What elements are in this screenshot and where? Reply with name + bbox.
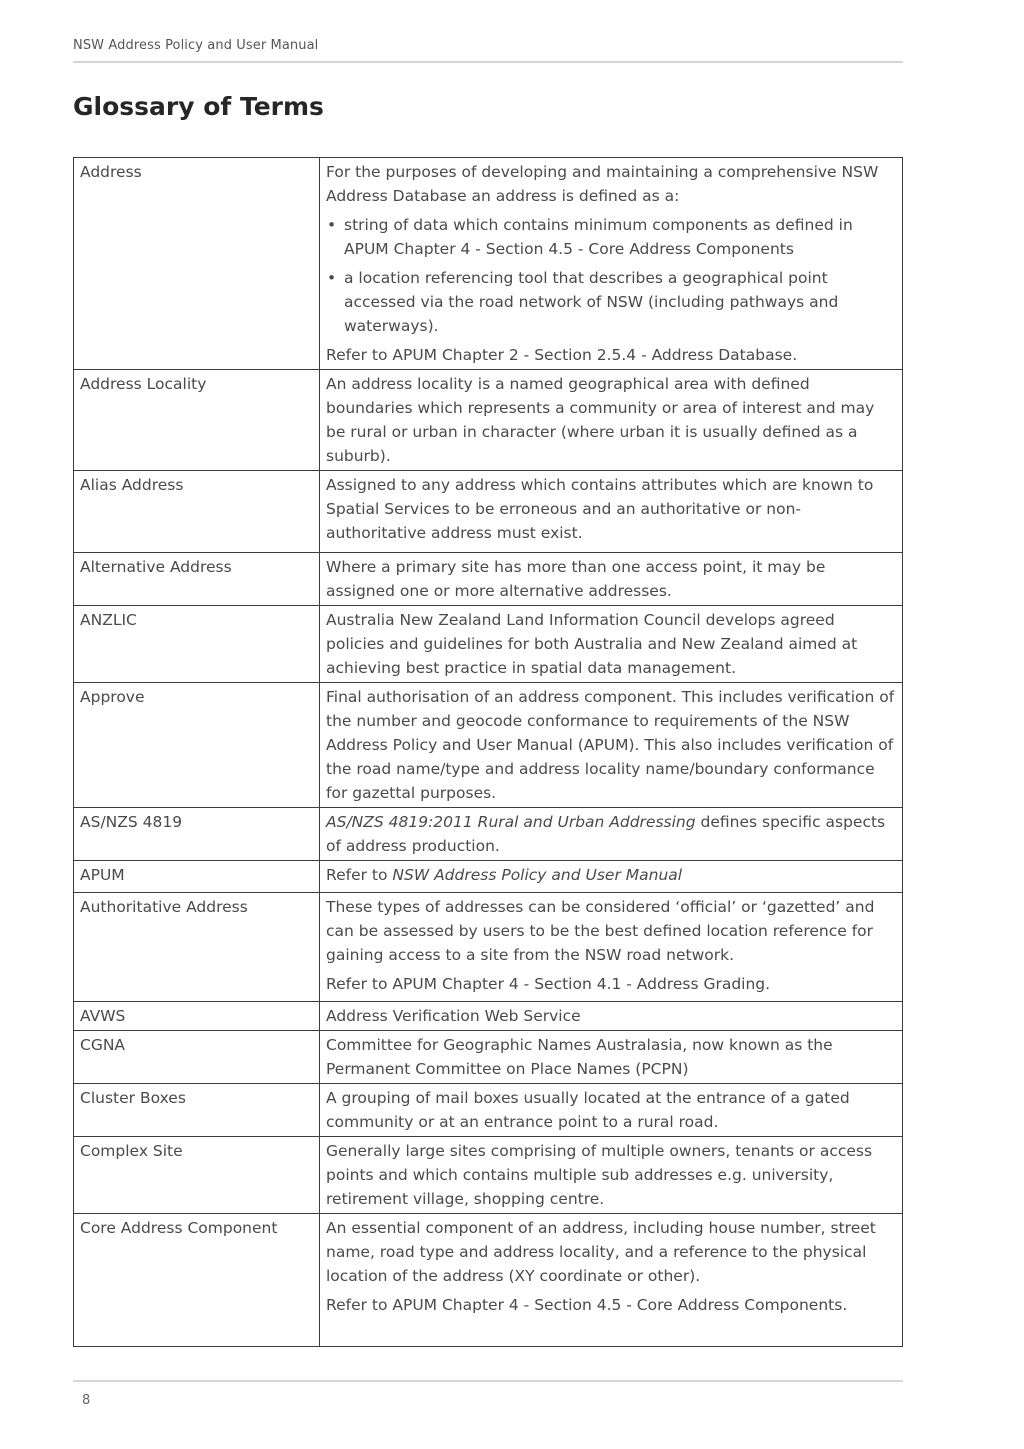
table-row (74, 370, 903, 471)
reference-text: Refer to APUM Chapter 2 - Section 2.5.4 - Address Database. (326, 346, 798, 364)
glossary-term: ANZLIC (74, 606, 320, 683)
glossary-definition: Where a primary site has more than one access point, it may be assigned one or more alternative addresses. (320, 553, 903, 606)
glossary-definition: Final authorisation of an address component. This includes verification of the number and geocode conformance to requirements of the NSW Address Policy and User Manual (APUM). This also includes verification of the road name/type and address locality name/boundary conformance for gazettal purposes. (320, 683, 903, 808)
glossary-term: Authoritative Address (74, 893, 320, 1002)
reference-text: Refer to APUM Chapter 4 - Section 4.1 - Address Grading. (326, 975, 771, 993)
definition-text: For the purposes of developing and maintaining a comprehensive NSW Address Database an address is defined as a: (326, 163, 879, 205)
glossary-definition (320, 808, 903, 861)
table-row (74, 683, 903, 808)
glossary-table (73, 157, 903, 1347)
footer-divider (73, 1380, 903, 1382)
table-row (74, 893, 903, 1002)
document-title: NSW Address Policy and User Manual (392, 866, 683, 884)
header-divider (73, 61, 903, 63)
table-row (74, 158, 903, 370)
table-row (74, 1084, 903, 1137)
glossary-definition: Address Verification Web Service (320, 1002, 903, 1031)
table-row (74, 1031, 903, 1084)
standard-title: AS/NZS 4819:2011 Rural and Urban Addressing (326, 813, 696, 831)
glossary-term: Address (74, 158, 320, 370)
definition-text: An essential component of an address, including house number, street name, road type and address locality, and a reference to the physical location of the address (XY coordinate or other). (326, 1219, 876, 1285)
table-row (74, 808, 903, 861)
glossary-term: APUM (74, 861, 320, 893)
table-row (74, 1002, 903, 1031)
glossary-term: Cluster Boxes (74, 1084, 320, 1137)
glossary-term: Complex Site (74, 1137, 320, 1214)
glossary-term: Core Address Component (74, 1214, 320, 1347)
page-title: Glossary of Terms (73, 92, 324, 121)
glossary-definition: A grouping of mail boxes usually located at the entrance of a gated community or at an entrance point to a rural road. (320, 1084, 903, 1137)
table-row (74, 1214, 903, 1347)
table-row (74, 861, 903, 893)
list-item: • a location referencing tool that describes a geographical point accessed via the road network of NSW (including pathways and waterways). (326, 266, 896, 338)
glossary-term: CGNA (74, 1031, 320, 1084)
glossary-definition (320, 893, 903, 1002)
bullet-list (326, 213, 896, 338)
glossary-term: Alias Address (74, 471, 320, 553)
glossary-definition (320, 1214, 903, 1347)
definition-text: defines specific aspects of address production. (326, 813, 886, 855)
table-row (74, 471, 903, 553)
glossary-term: AS/NZS 4819 (74, 808, 320, 861)
glossary-term: Address Locality (74, 370, 320, 471)
page-number: 8 (82, 1393, 91, 1408)
definition-text: These types of addresses can be considered ‘official’ or ‘gazetted’ and can be assessed by users to be the best defined location reference for gaining access to a site from the NSW road network. (326, 898, 875, 964)
glossary-definition (320, 861, 903, 893)
table-row (74, 553, 903, 606)
glossary-definition: Australia New Zealand Land Information Council develops agreed policies and guidelines for both Australia and New Zealand aimed at achieving best practice in spatial data management. (320, 606, 903, 683)
glossary-definition: An address locality is a named geographical area with defined boundaries which represents a community or area of interest and may be rural or urban in character (where urban it is usually defined as a suburb). (320, 370, 903, 471)
glossary-definition (320, 158, 903, 370)
glossary-term: Approve (74, 683, 320, 808)
glossary-term: AVWS (74, 1002, 320, 1031)
table-row (74, 1137, 903, 1214)
running-header: NSW Address Policy and User Manual (73, 38, 319, 53)
definition-text: Refer to (326, 866, 393, 884)
table-row (74, 606, 903, 683)
glossary-definition: Committee for Geographic Names Australasia, now known as the Permanent Committee on Place Names (PCPN) (320, 1031, 903, 1084)
glossary-definition: Generally large sites comprising of multiple owners, tenants or access points and which contains multiple sub addresses e.g. university, retirement village, shopping centre. (320, 1137, 903, 1214)
list-item: • string of data which contains minimum components as defined in APUM Chapter 4 - Section 4.5 - Core Address Components (326, 213, 896, 261)
glossary-definition: Assigned to any address which contains attributes which are known to Spatial Services to be erroneous and an authoritative or non-authoritative address must exist. (320, 471, 903, 553)
reference-text: Refer to APUM Chapter 4 - Section 4.5 - Core Address Components. (326, 1296, 848, 1314)
glossary-term: Alternative Address (74, 553, 320, 606)
